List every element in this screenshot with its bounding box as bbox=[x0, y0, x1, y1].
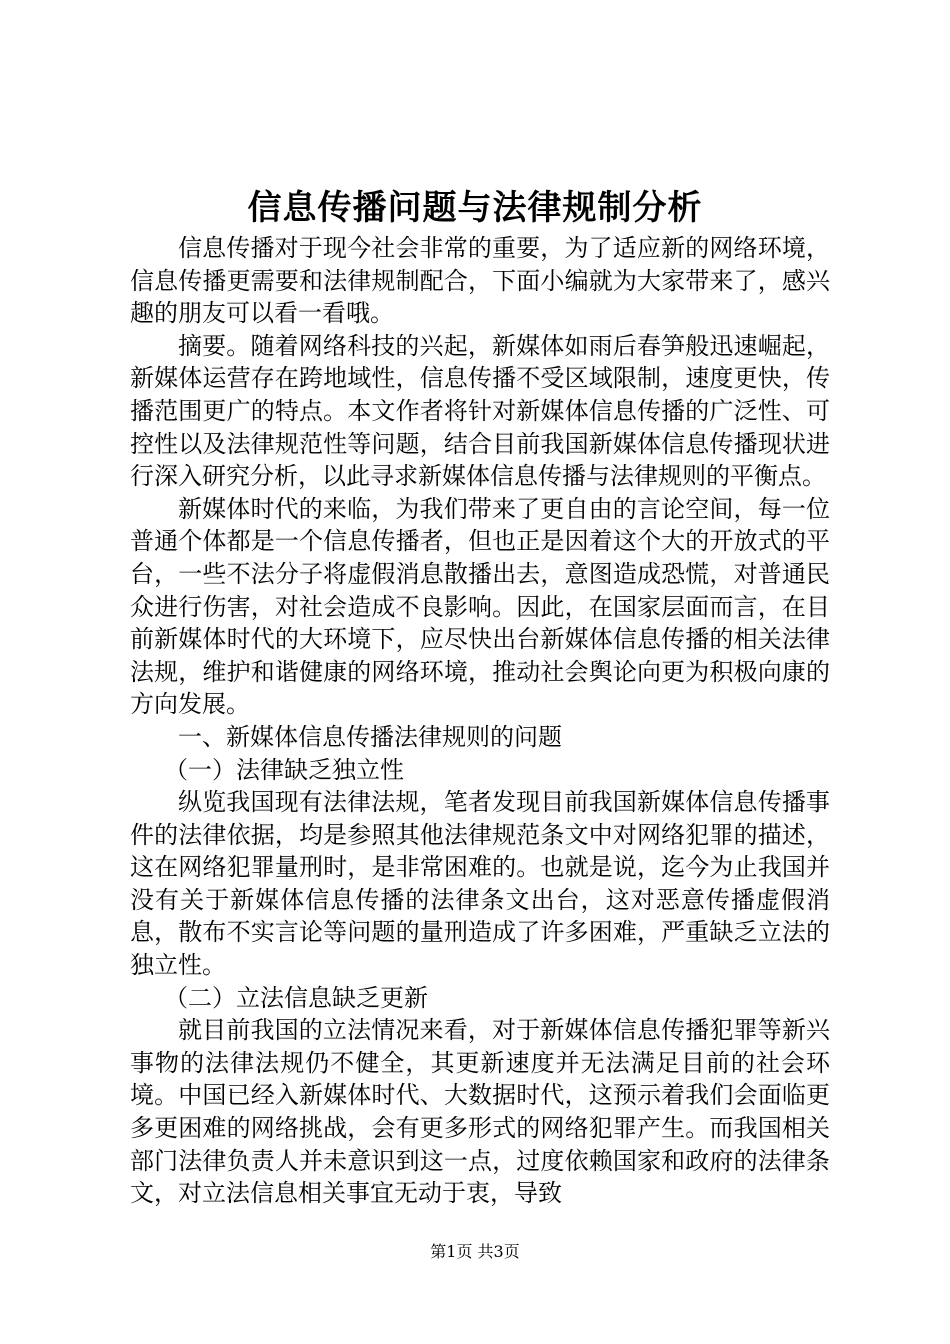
document-title: 信息传播问题与法律规制分析 bbox=[247, 188, 703, 228]
intro-paragraph: 信息传播对于现今社会非常的重要，为了适应新的网络环境，信息传播更需要和法律规制配合，下面小编就为大家带来了，感兴趣的朋友可以看一看哦。 bbox=[130, 234, 830, 328]
section-heading: 一、新媒体信息传播法律规则的问题 bbox=[178, 722, 562, 751]
document-body bbox=[130, 232, 830, 1210]
background-paragraph: 新媒体时代的来临，为我们带来了更自由的言论空间，每一位普通个体都是一个信息传播者，但也正是因着这个大的开放式的平台，一些不法分子将虚假消息散播出去，意图造成恐慌，对普通民众进行伤害，对社会造成不良影响。因此，在国家层面而言，在目前新媒体时代的大环境下，应尽快出台新媒体信息传播的相关法律法规，维护和谐健康的网络环境，推动社会舆论向更为积极向康的方向发展。 bbox=[130, 494, 830, 719]
page-footer: 第1页 共3页 bbox=[430, 1242, 520, 1261]
subsection-heading-1: （一）法律缺乏独立性 bbox=[164, 755, 404, 784]
abstract-paragraph: 摘要。随着网络科技的兴起，新媒体如雨后春笋般迅速崛起，新媒体运营存在跨地域性，信息传播不受区域限制，速度更快，传播范围更广的特点。本文作者将针对新媒体信息传播的广泛性、可控性以及法律规范性等问题，结合目前我国新媒体信息传播现状进行深入研究分析，以此寻求新媒体信息传播与法律规则的平衡点。 bbox=[130, 331, 830, 491]
subsection-paragraph-2: 就目前我国的立法情况来看，对于新媒体信息传播犯罪等新兴事物的法律法规仍不健全，其更新速度并无法满足目前的社会环境。中国已经入新媒体时代、大数据时代，这预示着我们会面临更多更困难的网络挑战，会有更多形式的网络犯罪产生。而我国相关部门法律负责人并未意识到这一点，过度依赖国家和政府的法律条文，对立法信息相关事宜无动于衷，导致 bbox=[130, 1016, 830, 1208]
subsection-paragraph-1: 纵览我国现有法律法规，笔者发现目前我国新媒体信息传播事件的法律依据，均是参照其他法律规范条文中对网络犯罪的描述，这在网络犯罪量刑时，是非常困难的。也就是说，迄今为止我国并没有关于新媒体信息传播的法律条文出台，这对恶意传播虚假消息，散布不实言论等问题的量刑造成了许多困难，严重缺乏立法的独立性。 bbox=[130, 788, 830, 980]
subsection-heading-2: （二）立法信息缺乏更新 bbox=[164, 983, 428, 1012]
